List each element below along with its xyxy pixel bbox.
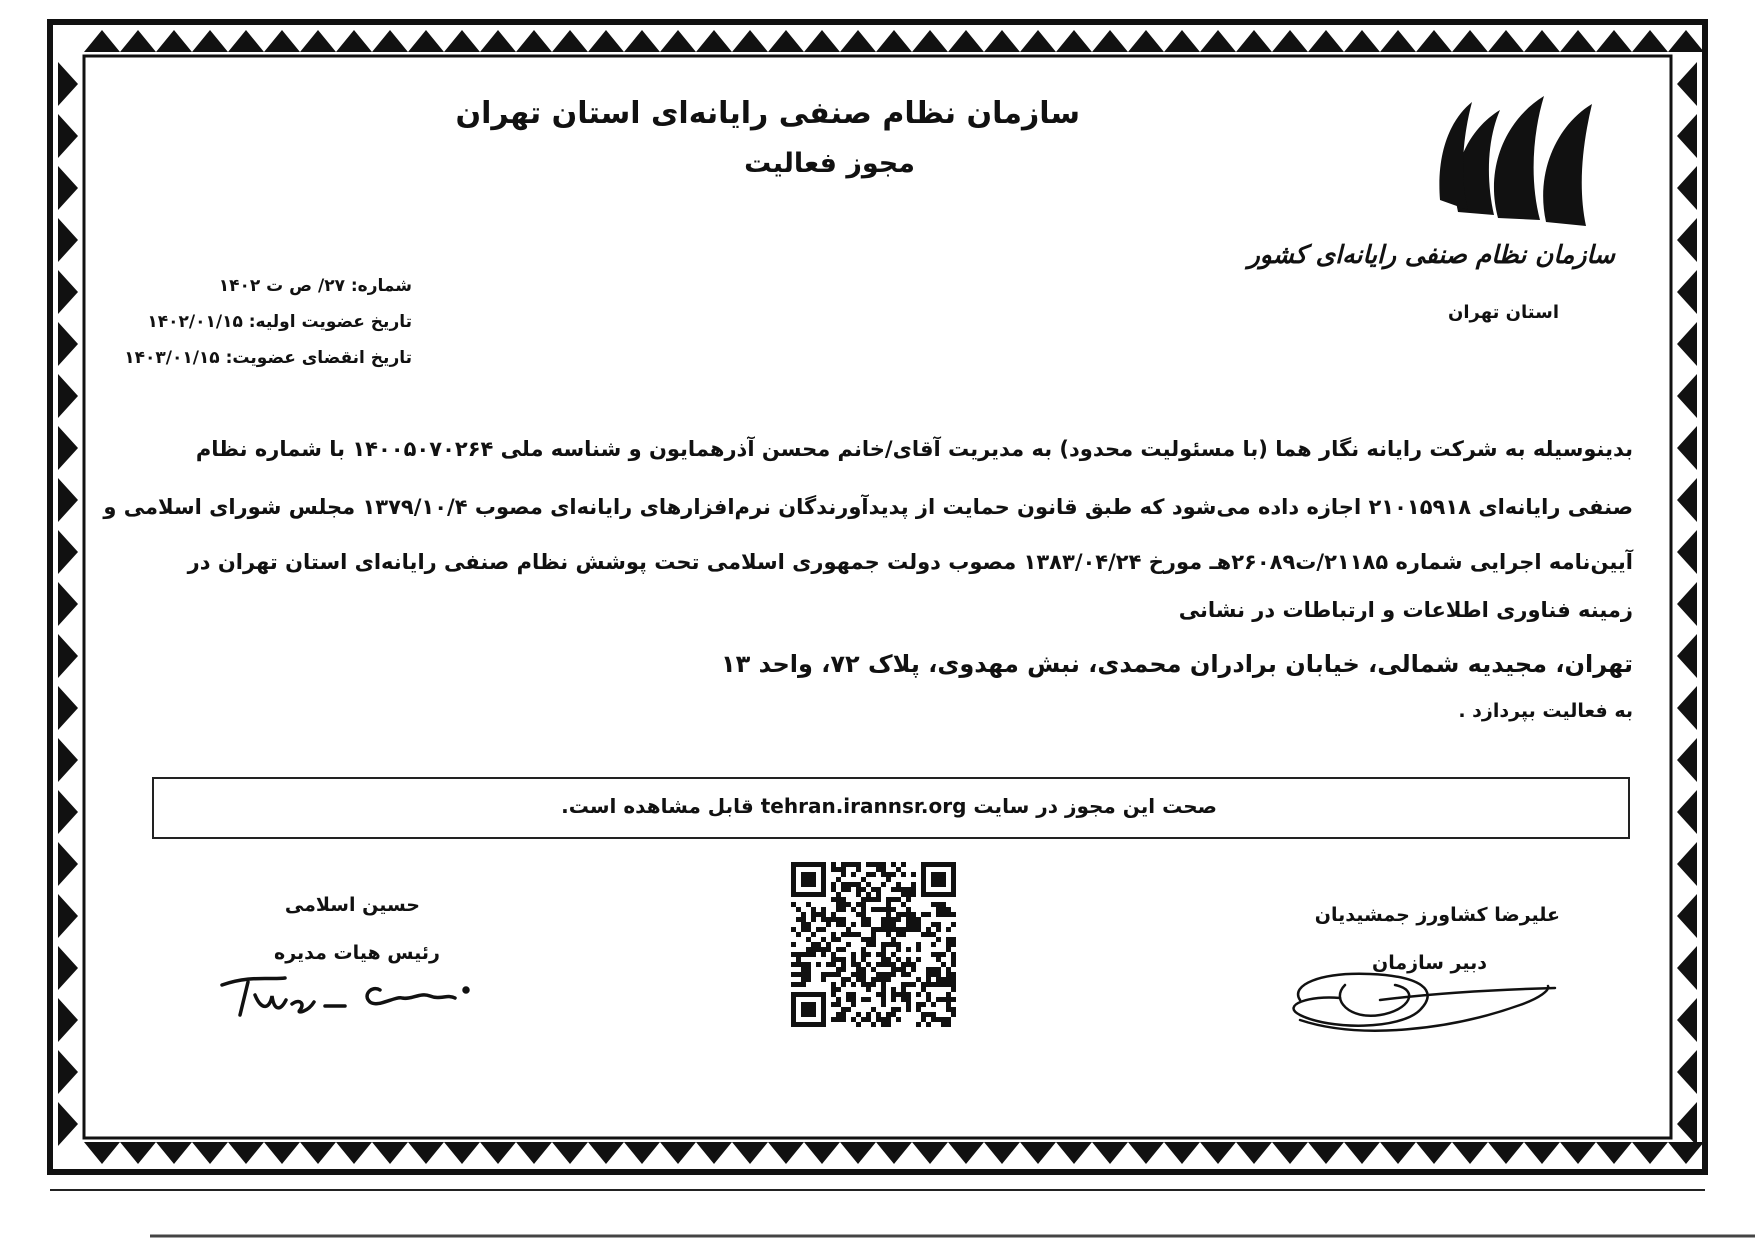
closing-line: به فعالیت بپردازد . — [1458, 700, 1633, 722]
chairman-title: رئیس هیات مدیره — [274, 942, 440, 964]
document-title: مجوز فعالیت — [744, 148, 915, 179]
business-address: تهران، مجیدیه شمالی، خیابان برادران محمدی، نبش مهدوی، پلاک ۷۲، واحد ۱۳ — [720, 650, 1633, 678]
body-line-1: بدینوسیله به شرکت رایانه نگار هما (با مسئولیت محدود) به مدیریت آقای/خانم محسن آذرهمایون و شناسه ملی ۱۴۰۰۵۰۷۰۲۶۴ با شماره نظام — [195, 437, 1633, 461]
membership-expiry-date: تاریخ انقضای عضویت: ۱۴۰۳/۰۱/۱۵ — [124, 348, 412, 368]
chairman-name: حسین اسلامی — [284, 894, 420, 916]
logo-province: استان تهران — [1448, 302, 1559, 323]
certificate-number: شماره: ۲۷/ ص ت ۱۴۰۲ — [218, 276, 412, 296]
initial-membership-date: تاریخ عضویت اولیه: ۱۴۰۲/۰۱/۱۵ — [147, 312, 412, 332]
logo-caption: سازمان نظام صنفی رایانه‌ای کشور — [1247, 240, 1615, 269]
body-line-4: زمینه فناوری اطلاعات و ارتباطات در نشانی — [1178, 598, 1633, 622]
verification-text: صحت این مجوز در سایت tehran.irannsr.org قابل مشاهده است. — [561, 794, 1217, 818]
body-line-2: صنفی رایانه‌ای ۲۱۰۱۵۹۱۸ اجازه داده می‌شود که طبق قانون حمایت از پدیدآورندگان نرم‌افزارهای رایانه‌ای مصوب ۱۳۷۹/۱۰/۴ مجلس شورای اسلامی و — [103, 495, 1633, 519]
organization-title: سازمان نظام صنفی رایانه‌ای استان تهران — [455, 96, 1080, 131]
secretary-title: دبیر سازمان — [1372, 952, 1487, 974]
body-line-3: آیین‌نامه اجرایی شماره ۲۱۱۸۵/ت۲۶۰۸۹هـ مورخ ۱۳۸۳/۰۴/۲۴ مصوب دولت جمهوری اسلامی تحت پوشش نظام صنفی رایانه‌ای استان تهران در — [187, 550, 1633, 574]
secretary-name: علیرضا کشاورز جمشیدیان — [1314, 904, 1560, 926]
